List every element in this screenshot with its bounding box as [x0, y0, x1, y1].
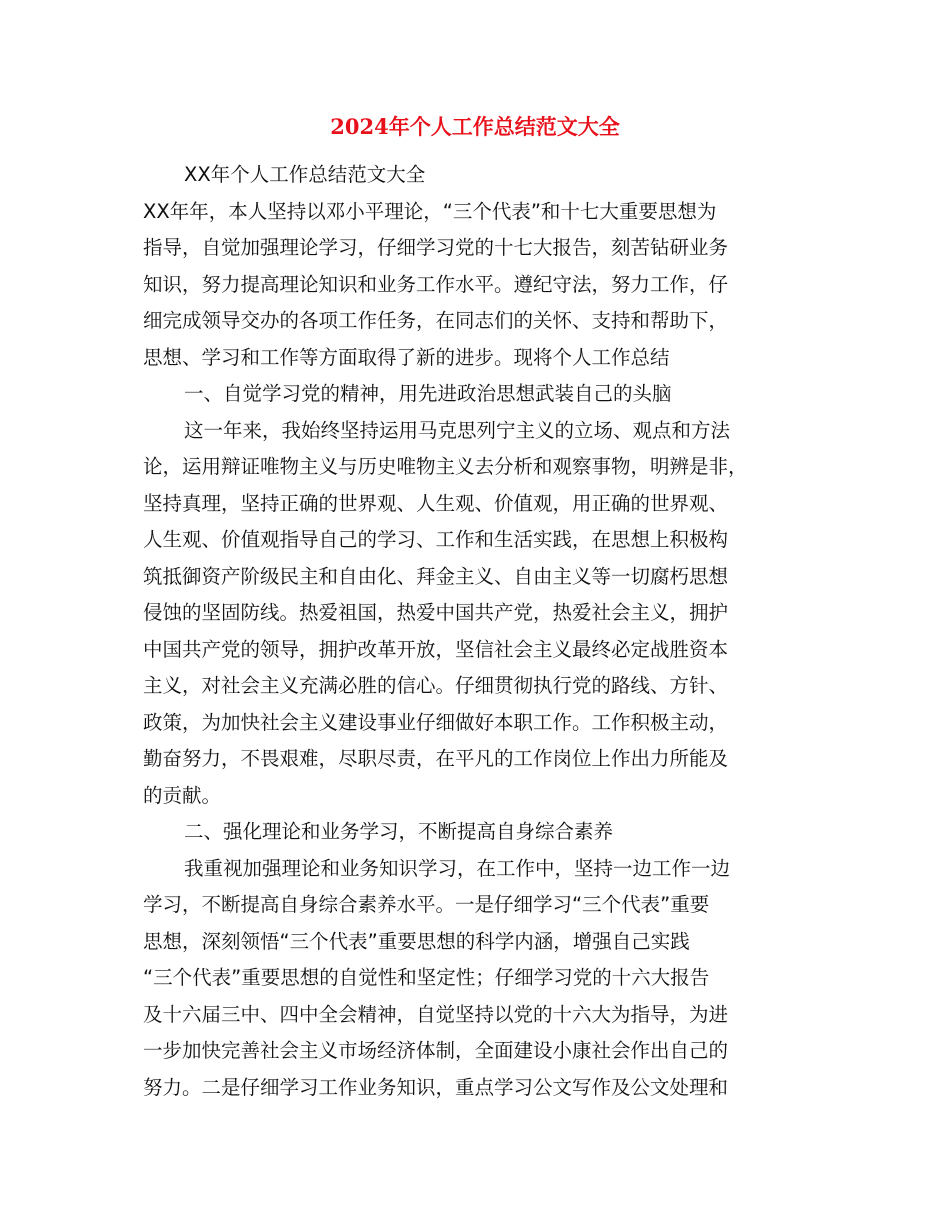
paragraph-line: 一步加快完善社会主义市场经济体制，全面建设小康社会作出自己的 — [143, 1039, 729, 1062]
paragraph-line: 论，运用辩证唯物主义与历史唯物主义去分析和观察事物，明辨是非， — [143, 455, 748, 478]
document-body — [143, 157, 808, 1106]
paragraph-line: 及十六届三中、四中全会精神，自觉坚持以党的十六大为指导，为进 — [143, 1002, 729, 1026]
paragraph-line: 筑抵御资产阶级民主和自由化、拜金主义、自由主义等一切腐朽思想 — [143, 564, 729, 588]
paragraph-line: 侵蚀的坚固防线。热爱祖国，热爱中国共产党，热爱社会主义，拥护 — [143, 601, 729, 624]
paragraph-line: 的贡献。 — [143, 783, 222, 807]
paragraph-line: “三个代表”重要思想的自觉性和坚定性；仔细学习党的十六大报告 — [143, 966, 710, 989]
paragraph-line: 中国共产党的领导，拥护改革开放，坚信社会主义最终必定战胜资本 — [143, 637, 729, 661]
paragraph-line: 人生观、价值观指导自己的学习、工作和生活实践，在思想上积极构 — [143, 528, 729, 551]
paragraph-line: 学习，不断提高自身综合素养水平。一是仔细学习“三个代表”重要 — [143, 893, 710, 916]
paragraph-line: 这一年来，我始终坚持运用马克思列宁主义的立场、观点和方法 — [184, 418, 731, 442]
paragraph-line: 知识，努力提高理论知识和业务工作水平。遵纪守法，努力工作，仔 — [143, 272, 729, 296]
document-subtitle-line: XX年个人工作总结范文大全 — [184, 163, 426, 186]
paragraph-line: 努力。二是仔细学习工作业务知识，重点学习公文写作及公文处理和 — [143, 1075, 729, 1099]
paragraph-line: XX年年，本人坚持以邓小平理论，“三个代表”和十七大重要思想为 — [143, 199, 717, 223]
paragraph-line: 政策，为加快社会主义建设事业仔细做好本职工作。工作积极主动， — [143, 710, 729, 734]
document-title: 2024年个人工作总结范文大全 — [330, 114, 620, 139]
paragraph-line: 勤奋努力，不畏艰难，尽职尽责，在平凡的工作岗位上作出力所能及 — [143, 747, 729, 770]
paragraph-line: 我重视加强理论和业务知识学习，在工作中，坚持一边工作一边 — [184, 856, 731, 880]
section-heading-2: 二、强化理论和业务学习，不断提高自身综合素养 — [184, 820, 614, 843]
paragraph-line: 坚持真理，坚持正确的世界观、人生观、价值观，用正确的世界观、 — [143, 491, 729, 515]
paragraph-line: 主义，对社会主义充满必胜的信心。仔细贯彻执行党的路线、方针、 — [143, 674, 729, 697]
paragraph-line: 细完成领导交办的各项工作任务，在同志们的关怀、支持和帮助下， — [143, 309, 729, 332]
section-heading-1: 一、自觉学习党的精神，用先进政治思想武装自己的头脑 — [184, 382, 672, 405]
paragraph-line: 思想，深刻领悟“三个代表”重要思想的科学内涵，增强自己实践 — [143, 929, 690, 953]
paragraph-line: 思想、学习和工作等方面取得了新的进步。现将个人工作总结 — [143, 345, 670, 369]
paragraph-line: 指导，自觉加强理论学习，仔细学习党的十七大报告，刻苦钻研业务 — [143, 236, 729, 259]
